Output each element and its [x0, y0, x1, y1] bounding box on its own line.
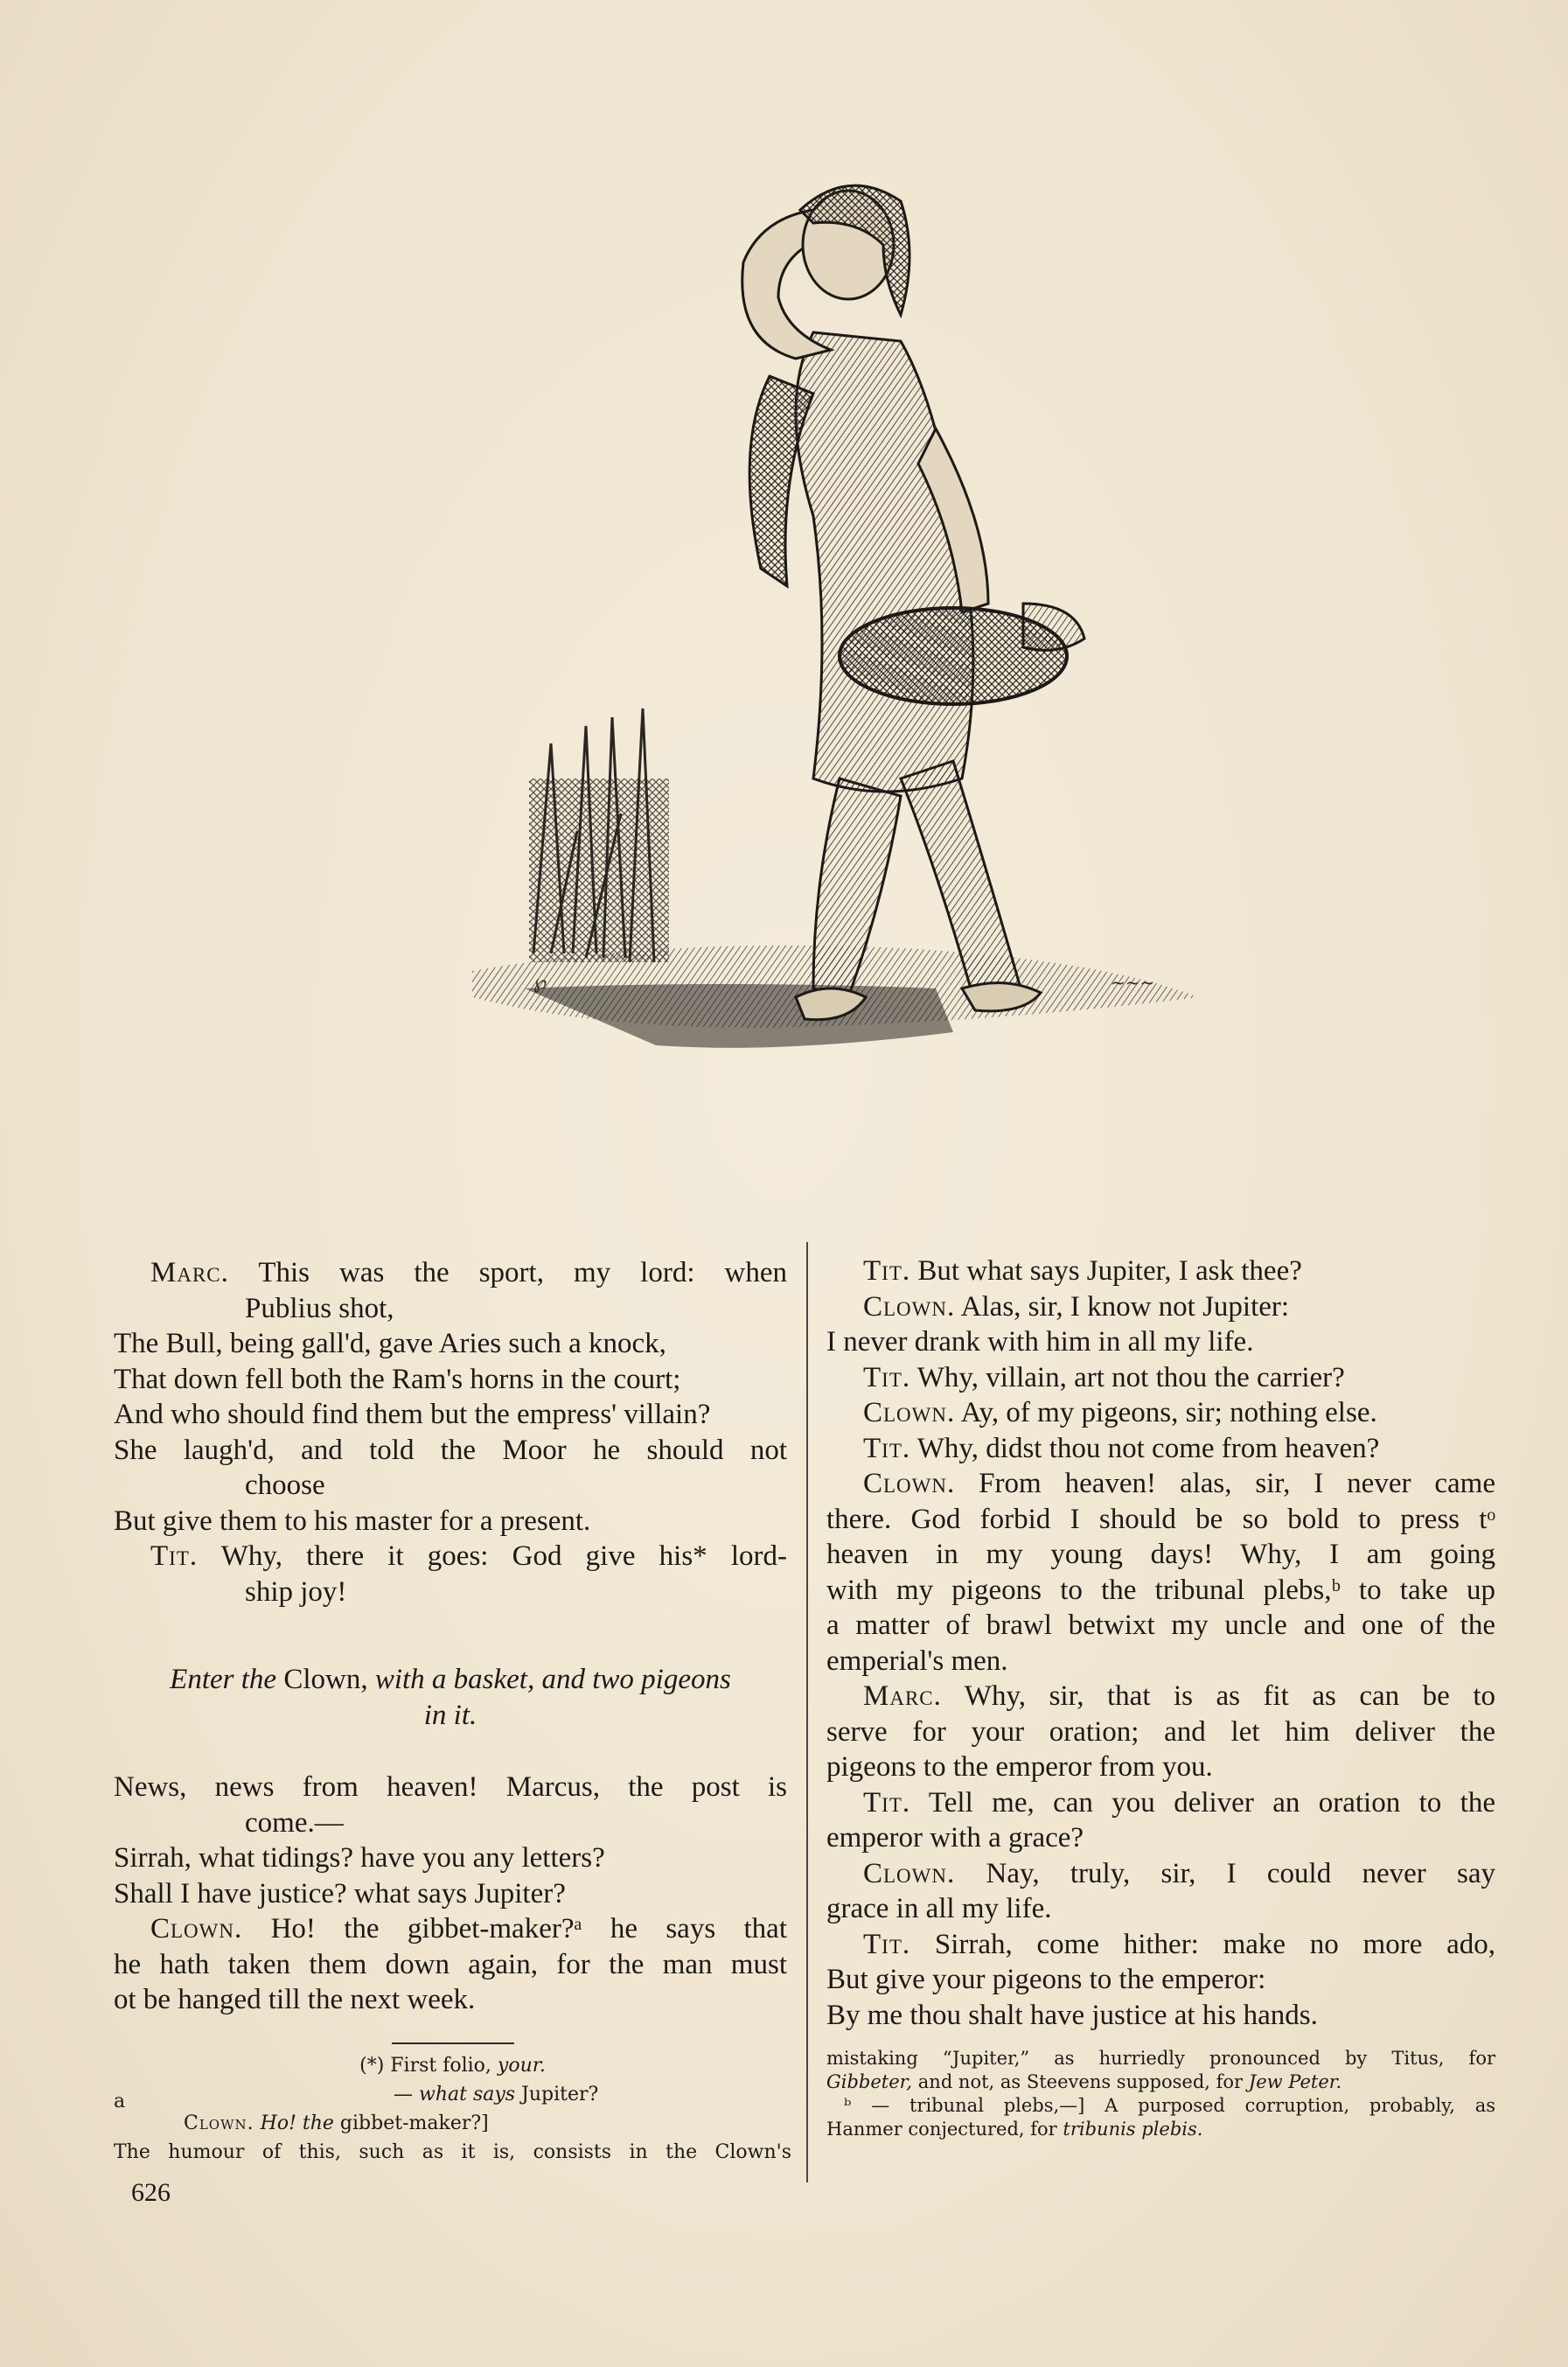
verse-line	[114, 1911, 787, 1947]
verse-line	[826, 1537, 1495, 1573]
verse-line	[826, 1289, 1495, 1325]
speaker-name: Tit.	[150, 1540, 199, 1572]
verse-line	[826, 1395, 1495, 1431]
footnote-a-line1	[114, 2080, 791, 2109]
verse-line	[826, 1431, 1495, 1467]
speaker-name: Tit.	[863, 1361, 911, 1393]
footnotes-left	[114, 2042, 791, 2167]
verse-line	[114, 1805, 787, 1841]
verse-line	[114, 1840, 787, 1876]
footnote-humour: The humour of this, such as it is, consists in the Clown's	[114, 2141, 791, 2163]
footnote-rule	[392, 2042, 514, 2044]
speaker-name: Clown.	[863, 1290, 956, 1323]
verse-line	[826, 1714, 1495, 1750]
verse-line	[114, 1575, 787, 1610]
verse-text: he hath taken them down again, for the man must	[114, 1948, 787, 1980]
verse-line	[826, 1644, 1495, 1679]
verse-line	[826, 1608, 1495, 1644]
verse-line	[826, 1891, 1495, 1927]
footnote-a-line2	[114, 2109, 791, 2138]
footnote-right-line4-text: Hanmer conjectured, for	[826, 2119, 1063, 2140]
verse-line	[114, 1468, 787, 1504]
verse-text: Sirrah, come hither: make no more ado,	[910, 1928, 1495, 1960]
verse-line	[114, 1255, 787, 1291]
verse-line	[114, 1504, 787, 1540]
verse-line	[114, 1770, 787, 1805]
speaker-name: Tit.	[863, 1432, 911, 1464]
verse-text: serve for your oration; and let him deliver the	[826, 1715, 1495, 1748]
verse-line	[114, 1982, 787, 2018]
footnote-a-line1-italic: — what says	[394, 2084, 516, 2105]
verse-line	[826, 1749, 1495, 1785]
verse-text: Alas, sir, I know not Jupiter:	[955, 1290, 1290, 1323]
verse-text: with my pigeons to the tribunal plebs,ᵇ to take up	[826, 1574, 1495, 1606]
verse-text: Sirrah, what tidings? have you any letters?	[114, 1842, 605, 1874]
speaker-name: Marc.	[150, 1257, 229, 1288]
footnote-a-line2-speaker: Clown.	[184, 2112, 254, 2134]
verse-line	[826, 1360, 1495, 1396]
left-dialogue-block	[114, 1255, 787, 1609]
verse-text: From heaven! alas, sir, I never came	[955, 1468, 1495, 1499]
speaker-name: Tit.	[863, 1786, 911, 1819]
verse-line	[826, 1324, 1495, 1360]
verse-text: By me thou shalt have justice at his hands.	[826, 1999, 1318, 2031]
speaker-name: Clown.	[863, 1468, 956, 1499]
verse-text: choose	[245, 1470, 325, 1501]
verse-line	[114, 1326, 787, 1362]
svg-text:~~~: ~~~	[1111, 972, 1155, 993]
verse-line	[114, 1397, 787, 1433]
verse-line	[826, 1820, 1495, 1856]
footnote-a-line2-italic: Ho! the	[254, 2112, 334, 2134]
verse-line	[826, 1679, 1495, 1714]
footnote-right-line2-italic2: Jew Peter.	[1248, 2071, 1342, 2092]
verse-text: The Bull, being gall'd, gave Aries such a knock,	[114, 1328, 666, 1359]
speaker-name: Tit.	[863, 1255, 911, 1287]
verse-text: Tell me, can you deliver an oration to the	[910, 1786, 1495, 1819]
spacer	[114, 1733, 787, 1770]
speaker-name: Clown.	[863, 1397, 956, 1428]
verse-text: ot be hanged till the next week.	[114, 1984, 476, 2015]
verse-text: grace in all my life.	[826, 1893, 1052, 1924]
verse-line	[826, 1856, 1495, 1892]
clown-with-basket-engraving-icon	[324, 114, 1303, 1093]
footnote-right-line1: mistaking “Jupiter,” as hurriedly pronounced by Titus, for	[826, 2048, 1495, 2069]
speaker-name: Clown.	[150, 1913, 243, 1945]
verse-text: But what says Jupiter, I ask thee?	[910, 1255, 1302, 1287]
verse-text: Why, didst thou not come from heaven?	[910, 1432, 1380, 1464]
verse-text: Ho! the gibbet-maker?ᵃ he says that	[242, 1913, 787, 1945]
verse-line	[114, 1362, 787, 1398]
verse-line	[826, 1573, 1495, 1609]
verse-text: She laugh'd, and told the Moor he should not	[114, 1434, 787, 1466]
verse-line	[826, 1962, 1495, 1998]
verse-line	[826, 1785, 1495, 1821]
verse-line	[114, 1539, 787, 1575]
verse-text: This was the sport, my lord: when	[228, 1257, 787, 1288]
stage-direction-line2: in it.	[423, 1699, 477, 1731]
right-dialogue-block	[826, 1253, 1495, 2033]
verse-text: Why, there it goes: God give his* lord-	[198, 1540, 787, 1572]
verse-line	[114, 1291, 787, 1327]
verse-text: emperor with a grace?	[826, 1822, 1084, 1854]
verse-text: heaven in my young days! Why, I am going	[826, 1539, 1495, 1570]
footnotes-right	[826, 2047, 1495, 2141]
column-divider	[806, 1242, 808, 2182]
footnote-right-line4-italic: tribunis plebis.	[1063, 2119, 1203, 2140]
left-dialogue-block-2	[114, 1770, 787, 2018]
footnote-right-line2-italic: Gibbeter,	[826, 2071, 913, 2092]
footnote-a-line1-text: Jupiter?	[515, 2084, 599, 2105]
verse-text: Nay, truly, sir, I could never say	[955, 1857, 1495, 1889]
verse-text: Ay, of my pigeons, sir; nothing else.	[955, 1397, 1377, 1428]
footnote-a-line2-text: gibbet-maker?]	[333, 2112, 489, 2134]
verse-text: ship joy!	[245, 1575, 347, 1608]
spacer	[114, 1609, 787, 1662]
verse-text: come.—	[245, 1806, 344, 1839]
verse-line	[114, 1433, 787, 1469]
page-number: 626	[131, 2178, 171, 2207]
footnote-star-text: (*) First folio,	[359, 2055, 498, 2077]
verse-line	[826, 1998, 1495, 2034]
verse-text: Shall I have justice? what says Jupiter?	[114, 1877, 566, 1910]
verse-text: That down fell both the Ram's horns in the court;	[114, 1363, 681, 1395]
footnote-right-line2-text: and not, as Steevens supposed, for	[912, 2071, 1249, 2092]
speaker-name: Clown.	[863, 1857, 956, 1889]
stage-direction	[114, 1662, 787, 1698]
left-column	[114, 1255, 787, 2018]
footnote-a-label: a	[114, 2091, 126, 2112]
stage-enter: Enter the	[170, 1664, 277, 1695]
verse-text: But give them to his master for a present.	[114, 1505, 591, 1537]
footnote-star	[114, 2051, 791, 2080]
stage-clown: Clown,	[276, 1664, 375, 1695]
footnote-star-italic: your.	[497, 2055, 546, 2077]
verse-line	[114, 1876, 787, 1912]
verse-text: News, news from heaven! Marcus, the post is	[114, 1771, 787, 1803]
verse-text: And who should find them but the empress' villain?	[114, 1399, 711, 1430]
verse-text: pigeons to the emperor from you.	[826, 1751, 1213, 1783]
verse-line	[826, 1253, 1495, 1289]
footnote-right-line2	[826, 2070, 1495, 2094]
footnote-right-line3: ᵇ — tribunal plebs,—] A purposed corruption, probably, as	[844, 2095, 1495, 2116]
speaker-name: Marc.	[863, 1680, 942, 1712]
verse-line	[826, 1502, 1495, 1538]
verse-text: there. God forbid I should be so bold to press tᵒ	[826, 1503, 1495, 1535]
footnote-right-line4	[826, 2118, 1495, 2141]
verse-text: I never drank with him in all my life.	[826, 1326, 1254, 1358]
footnote-a	[114, 2080, 791, 2138]
verse-line	[826, 1466, 1495, 1502]
verse-text: Why, villain, art not thou the carrier?	[910, 1361, 1345, 1393]
verse-text: a matter of brawl betwixt my uncle and one of the	[826, 1609, 1495, 1641]
verse-line	[114, 1947, 787, 1983]
verse-text: Publius shot,	[245, 1292, 394, 1324]
verse-text: But give your pigeons to the emperor:	[826, 1964, 1266, 1995]
speaker-name: Tit.	[863, 1928, 911, 1960]
svg-text:℘: ℘	[533, 972, 547, 994]
verse-text: Why, sir, that is as fit as can be to	[941, 1680, 1495, 1712]
verse-text: emperial's men.	[826, 1644, 1008, 1677]
verse-line	[826, 1927, 1495, 1963]
right-column	[826, 1253, 1495, 2033]
stage-rest: with a basket, and two pigeons	[374, 1664, 731, 1695]
